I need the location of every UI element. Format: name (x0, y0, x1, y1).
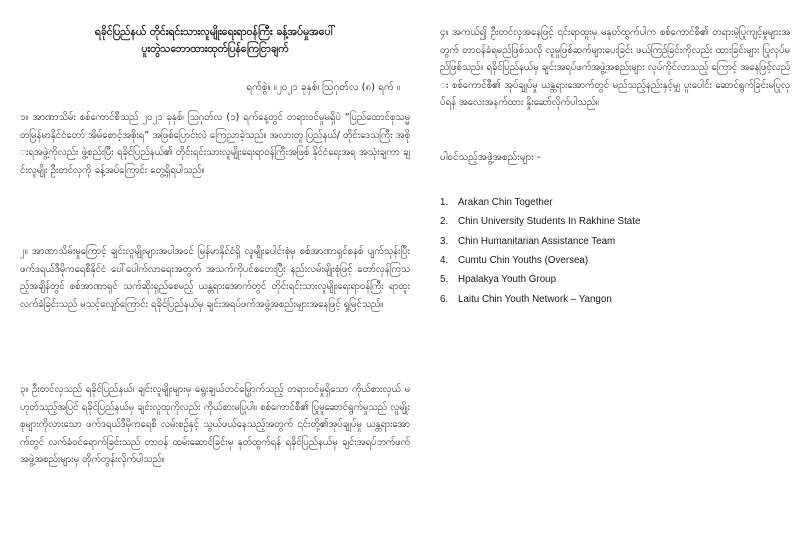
list-item (440, 251, 790, 270)
list-item (440, 212, 790, 231)
list-item (440, 270, 790, 289)
list-item-number: 6. (440, 293, 449, 305)
organization-name: Arakan Chin Together (458, 197, 553, 209)
organization-name: Chin University Students In Rakhine State (458, 216, 641, 228)
right-column (440, 0, 790, 534)
organization-name: Cumtu Chin Youths (Oversea) (458, 255, 589, 267)
list-item (440, 289, 790, 308)
list-item-number: 1. (440, 197, 449, 209)
signatories-heading: ပါဝင်သည့်အဖွဲ့အစည်းများ - (440, 152, 541, 163)
paragraph-1: ၁။ အာဏာသိမ်း စစ်ကောင်စီသည် ၂၀၂၁ ခုနှစ်၊ ဩဂုတ်လ (၁) ရက်နေ့တွင် တရားဝင်မှုမရှိပဲ “ပြည်ထောင်စုသမ္မတမြန်မာနိုင်ငံတော် အိမ်စောင့်အစိုးရ” အဖြစ်ပြောင်းလဲ ကြေညာခဲ့သည်။ အလားတူ ပြည်နယ်/ တိုင်းဒေသကြီး အစိုးရအဖွဲ့ကိုလည်း ဖွဲ့စည်းပြီး ရခိုင်ပြည်နယ်၏ တိုင်းရင်းသားလူမျိုးရေးရာဝန်ကြီးအဖြစ် နိုင်ငံရေးအရ အသုံးချကာ ချင်းလူမျိုး ဦးတင်လှကို ခန့်အပ်ကြောင်း တွေ့ရှိရပါသည်။ (20, 112, 410, 176)
list-item-number: 3. (440, 235, 449, 247)
paragraph-2: ၂။ အာဏာသိမ်းမှုကြောင့် ချင်းလူမျိုးများအပါအဝင် မြန်မာနိုင်ငံရှိ လူမျိုးပေါင်းစုံမှ စစ်အာဏာရှင်စနစ် ပျက်သုန်းပြီး ဖက်ဒရယ်ဒီမိုကရေစီနိုင်ငံ ပေါ်ပေါက်လာရေးအတွက် အသက်ကိုပင်စတေးပြီး နည်းလမ်းမျိုးစုံဖြင့် တော်လှန်ကြသည့်အချိန်တွင် စစ်အာဏာရှင် သက်ဆိုးရှည်စေမည့် ယန္တရားအောက်တွင် တိုင်းရင်းသားလူမျိုးရေးရာဝန်ကြီး ရာထူး လက်ခံခြင်းသည် မသင့်လျော်ကြောင်း ရခိုင်ပြည်နယ်မှ ချင်းအရပ်ဖက်အဖွဲ့အစည်းများအနေဖြင့် ရှုမြင်သည်။ (20, 246, 410, 310)
title-line-2: ပူးတွဲသဘောထားထုတ်ပြန်ကြေငြာချက် (141, 43, 289, 55)
list-item-number: 4. (440, 255, 449, 267)
title-line-1: ရခိုင်ပြည်နယ် တိုင်းရင်းသားလူမျိုးရေးရာဝန်ကြီး ခန့်အပ်မှုအပေါ် (94, 26, 336, 38)
organization-name: Laitu Chin Youth Network – Yangon (458, 293, 612, 305)
paragraph-3: ၃။ ဦးတင်လှသည် ရခိုင်ပြည်နယ်၊ ချင်းလူမျိုးများမှ ရွေးချယ်တင်မြှောက်သည့် တရားဝင်မှုရှိသော ကိုယ်စားလှယ် မဟုတ်သည့်အပြင် ရခိုင်ပြည်နယ်မှ ချင်းလူထုကိုလည်း ကိုယ်စားမပြုပါ။ စစ်ကောင်စီ၏ ပြုမူဆောင်ရွက်မှုသည် လူမျိုးစုများကိုလားသော ဖက်ဒရယ်ဒီမိုကရေစီ လမ်းစဉ်နှင့် သွယ်ဖယ်နေသည့်အတွက် ၎င်းတို့၏အုပ်ချုပ်မှု ယန္တရားအောက်တွင် လက်ခံဝင်ရောက်ခြင်းသည် တာဝန် ထမ်းဆောင်ခြင်းမှ နုတ်ထွက်ရန် ရခိုင်ပြည်နယ်မှ ချင်းအရပ်ဘက်ဖက်အဖွဲ့အစည်းများမှ တိုက်တွန်းလိုက်ပါသည်။ (20, 384, 410, 465)
organization-name: Chin Humanitarian Assistance Team (458, 235, 616, 247)
list-item (440, 232, 790, 251)
organization-list (440, 193, 790, 309)
organization-name: Hpalakya Youth Group (458, 274, 557, 286)
left-column (20, 0, 410, 534)
document-date: ရက်စွဲ။ ။၂၀၂၁ ခုနှစ်၊ ဩဂုတ်လ (၈) ရက် ။ (246, 82, 400, 93)
paragraph-4: ၄။ အကယ်၍ ဦးတင်လှအနေဖြင့် ၎င်းရာထူးမှ မနုတ်ထွက်ပါက စစ်ကောင်စီ၏ တရားမဲ့ပြုကျင့်မှုများအတွက် တာဝန်ခံရမည်ဖြစ်သလို လူမှုဖြစ်ဆက်များပေးခြင်း ဖယ်ကြဉ်ခြင်းကိုလည်း ထားခြင်းများ ပြုလုပ်မည်ဖြစ်သည်။ ရခိုင်ပြည်နယ်မှ ချင်းအရပ်ဖက်အဖွဲ့အစည်းများ လုပ်ကိုင်လာသည့် ကြောင့် အနေဖြင့်လည်း စစ်ကောင်စီ၏ အုပ်ချုပ်မှု ယန္တရားအောက်တွင် မည်သည့်နည်းနှင့်မျှ ပူးပေါင်း ဆောင်ရွက်ခြင်းမပြုလုပ်ရန် အလေးအနက်ထား နှိုးဆော်လိုက်ပါသည်။ (440, 27, 790, 108)
list-item-number: 2. (440, 216, 449, 228)
list-item (440, 193, 790, 212)
list-item-number: 5. (440, 274, 449, 286)
